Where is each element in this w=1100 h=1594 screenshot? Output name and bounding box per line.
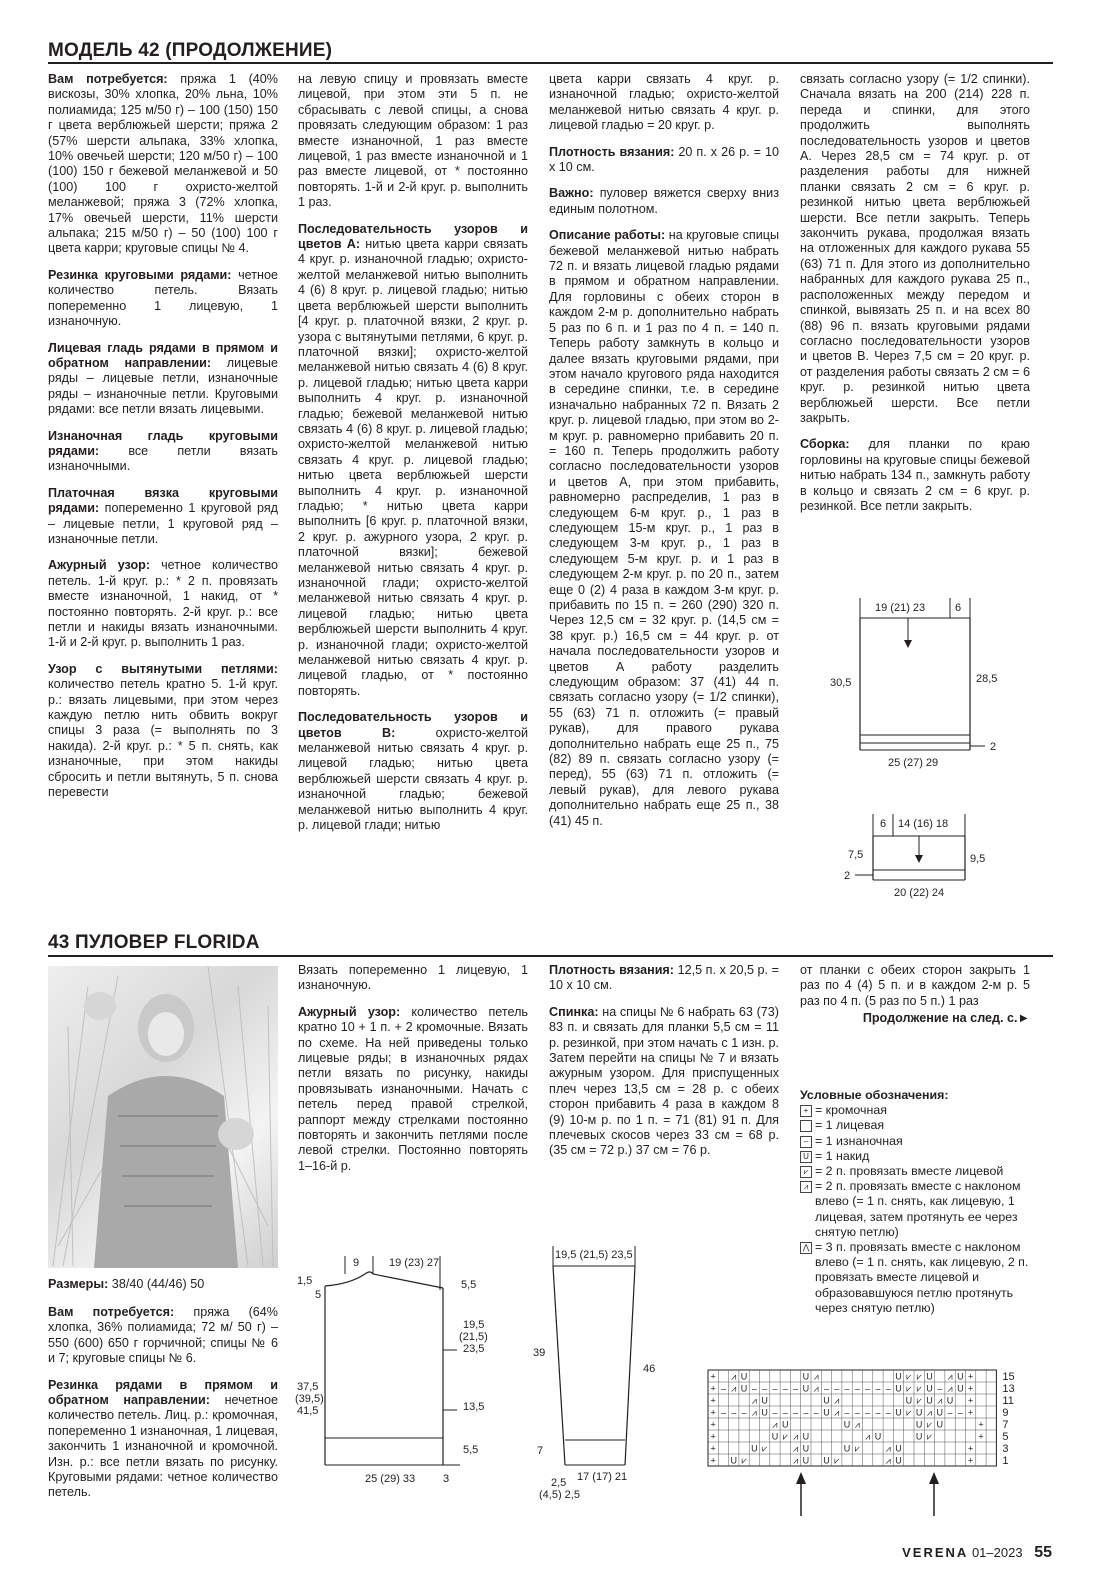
paragraph-lead: Узор с вытянутыми петлями: xyxy=(48,661,278,676)
model42-column-3 xyxy=(549,72,779,840)
page-number: 55 xyxy=(1034,1544,1052,1561)
paragraph-lead: Ажурный узор: xyxy=(298,1004,401,1019)
m43-back-right-4: 5,5 xyxy=(463,1444,479,1456)
paragraph xyxy=(48,662,278,801)
chart-symbol: U xyxy=(802,1383,810,1394)
model42-column-4 xyxy=(800,72,1030,525)
paragraph xyxy=(48,341,278,418)
paragraph-lead: Описание работы: xyxy=(549,228,666,243)
paragraph-lead: Сборка: xyxy=(800,437,850,452)
chart-symbol: – xyxy=(844,1383,850,1394)
paragraph-lead: Резинка рядами в прямом и обратном направлении: xyxy=(48,1377,278,1408)
model43-sleeve-diagram xyxy=(525,1240,685,1500)
chart-symbol: U xyxy=(740,1383,748,1394)
chart-symbol: + xyxy=(968,1443,974,1454)
chart-symbol: ⩘ xyxy=(865,1431,871,1442)
chart-row-number: 3 xyxy=(1002,1443,1009,1455)
chart-symbol: U xyxy=(895,1443,902,1454)
chart-symbol: – xyxy=(834,1383,840,1394)
chart-symbol: U xyxy=(915,1431,923,1442)
paragraph-text: четное количество петель. 1-й круг. р.: * 2 п. провязать вместе изнаночной, 1 накид, от * постоянно повторять. 2-й круг. р.: все петли и накиды вязать изнаночными. 1-й и 2-й круг. р. выполнить 1 раз. xyxy=(48,558,278,650)
m42-body-bottom: 25 (27) 29 xyxy=(888,757,939,769)
chart-symbol: ⩘ xyxy=(834,1407,840,1418)
chart-symbol: U xyxy=(761,1407,768,1418)
chart-symbol: U xyxy=(957,1371,964,1382)
legend-symbol-icon: ⩗ xyxy=(800,1166,812,1178)
model43-column-1 xyxy=(48,1305,278,1512)
chart-symbol: – xyxy=(772,1407,778,1418)
m43-back-left-2: 5 xyxy=(315,1289,322,1301)
chart-symbol: ⩗ xyxy=(906,1407,912,1418)
legend-text: = 3 п. провязать вместе с наклоном влево (= 1 п. снять, как лицевую, 2 п. провязать вместе лицевой и образовавшуюся петлю протянуть через снятую петлю) xyxy=(815,1240,1029,1315)
chart-symbol: U xyxy=(936,1407,943,1418)
paragraph-text: четное количество петель. Вязать попеременно 1 лицевую, 1 изнаночную. xyxy=(48,267,278,329)
chart-symbol: ⩘ xyxy=(885,1443,891,1454)
chart-symbol: – xyxy=(720,1407,726,1418)
chart-symbol: – xyxy=(937,1383,943,1394)
chart-symbol: ⩘ xyxy=(854,1419,860,1430)
model43-column-4 xyxy=(800,963,1030,1027)
model43-rule xyxy=(48,955,1053,957)
paragraph xyxy=(800,72,1030,426)
paragraph xyxy=(549,186,779,217)
m43-back-right-1: 5,5 xyxy=(461,1279,477,1291)
paragraph xyxy=(549,963,779,994)
legend-text: = 1 изнаночная xyxy=(815,1133,903,1148)
arrow-head-icon xyxy=(929,1472,939,1484)
chart-symbol: – xyxy=(823,1383,829,1394)
chart-row-number: 13 xyxy=(1002,1383,1015,1395)
chart-symbol: ⩘ xyxy=(772,1419,778,1430)
chart-symbol: ⩘ xyxy=(751,1395,757,1406)
chart-row-number: 9 xyxy=(1002,1407,1009,1419)
chart-symbol: – xyxy=(782,1407,788,1418)
chart-symbol: U xyxy=(740,1371,748,1382)
chart-symbol: U xyxy=(802,1431,810,1442)
paragraph-lead: Резинка круговыми рядами: xyxy=(48,267,232,282)
m43-back-right-3: 13,5 xyxy=(463,1401,485,1413)
m42-sleeve-bottom: 20 (22) 24 xyxy=(894,887,945,899)
paragraph-text: на круговые спицы бежевой меланжевой нитью набрать 72 п. и вязать лицевой гладью рядами в прямом и обратном направлении. Для горловины с обеих сторон в каждом 2-м р. дополнительно набрать 5 раз по 6 п. и 1 раз по 4 п. = 140 п. Теперь работу замкнуть в кольцо и далее вязать круговыми рядами, при этом начало кругового ряда находится в середине спинки, т.е. в середине изначально набранных 72 п. Вязать 2 круг. р. лицевой гладью, при этом во 2-м круг. р. равномерно прибавить 20 п. = 160 п. Теперь продолжить работу согласно последовательности узоров и цветов А, при этом прибавить, равномерно распределив, 1 раз в следующем 6-м круг. р., 1 раз в следующем 15-м круг. р., 1 раз в следующем 3-м круг. р., 1 раз в следующем 5-м круг. р. и 1 раз в следующем 2-м круг. р. по 20 п., затем еще 0 (2) 4 раза в каждом 3-м круг. р. прибавить по 15 п. = 260 (290) 320 п. Через 12,5 см = 32 круг. р. (14,5 см = 38 круг. р.) 16,5 см = 44 круг. р. от начала последовательности узоров и цветов А работу разделить следующим образом: 37 (41) 44 п. связать согласно узору (= 1/2 спинки), 55 (63) 71 п. отложить (= правый рукав), для правого рукава дополнительно набрать еще 25 п., 75 (82) 89 п. связать согласно узору (= перед), 55 (63) 71 п. отложить (= левый рукав), для левого рукава дополнительно набрать еще 25 п., 38 (41) 45 п. xyxy=(549,228,779,828)
chart-symbol: ⩘ xyxy=(793,1431,799,1442)
paragraph-text: Вязать попеременно 1 лицевую, 1 изнаночную. xyxy=(298,963,528,993)
paragraph-text: нечетное количество петель. Лиц. р.: кромочная, попеременно 1 изнаночная, 1 лицевая, закончить 1 изнаночной и кромочной. Изн. р.: все петли вязать по рисунку. Круговыми рядами: четное количество петель. xyxy=(48,1393,278,1500)
chart-symbol: ⩗ xyxy=(782,1431,788,1442)
model42-column-2 xyxy=(298,72,528,845)
m43-back-right-2b: (21,5) xyxy=(459,1331,488,1343)
legend-item xyxy=(800,1240,1030,1316)
legend-text: = кромочная xyxy=(815,1103,887,1118)
chart-symbol: + xyxy=(968,1407,974,1418)
chart-symbol: – xyxy=(731,1407,737,1418)
m43-sleeve-bottom-left: 2,5 xyxy=(551,1477,567,1489)
model42-body-diagram xyxy=(820,590,1030,780)
legend-item xyxy=(800,1179,1030,1240)
chart-symbol: ⩘ xyxy=(885,1455,891,1466)
m42-sleeve-top-right: 14 (16) 18 xyxy=(898,818,949,830)
chart-symbol: U xyxy=(782,1419,789,1430)
model43-column-2 xyxy=(298,963,528,1185)
paragraph-lead: Последовательность узоров и цветов А: xyxy=(298,221,528,252)
legend-text: = 1 лицевая xyxy=(815,1118,885,1133)
chart-symbol: – xyxy=(957,1407,963,1418)
chart-symbol: – xyxy=(865,1383,871,1394)
page-footer xyxy=(902,1544,1052,1562)
m42-sleeve-left: 7,5 xyxy=(848,849,864,861)
chart-symbol: + xyxy=(710,1431,716,1442)
paragraph-lead: Лицевая гладь рядами в прямом и обратном направлении: xyxy=(48,340,278,370)
chart-symbol: U xyxy=(946,1395,954,1406)
paragraph-text: нитью цвета карри связать 4 круг. р. изнаночной гладью; охристо-желтой меланжевой нитью выполнить 4 (6) 8 круг. р. лицевой гладью; нитью цвета верблюжьей шерсти выполнить [4 круг. р. платочной вязки, 2 круг. р. узора с вытянутыми петлями, 6 круг. р. платочной вязки]; охристо-желтой меланжевой нитью связать 4 (6) 8 круг. р. лицевой гладью; нитью цвета карри выполнить 4 круг. р. изнаночной гладью; бежевой меланжевой нитью связать 4 (6) 8 круг. р. лицевой гладью; охристо-желтой меланжевой нитью связать 4 круг. р. лицевой гладью; нитью цвета верблюжьей шерсти выполнить 4 круг. р. изнаночной гладью; * нитью цвета карри выполнить [6 круг. р. платочной вязки, 2 круг. р. ажурного узора, 2 круг. р. платочной вязки]; бежевой меланжевой нитью связать 4 круг. р. изнаночной глади; охристо-желтой меланжевой нитью связать 4 круг. р. лицевой гладью; нитью цвета верблюжьей шерсти выполнить 4 круг. р. изнаночной глади; охристо-желтой меланжевой нитью связать 4 круг. р. лицевой гладью, от * постоянно повторять. xyxy=(298,237,528,698)
legend-title: Условные обозначения: xyxy=(800,1088,949,1102)
paragraph xyxy=(48,1305,278,1367)
chart-symbol: ⩘ xyxy=(793,1443,799,1454)
paragraph-text: цвета карри связать 4 круг. р. изнаночной гладью; охристо-желтой меланжевой нитью связать 4 круг. р. лицевой гладью = 20 круг. р. xyxy=(549,72,779,133)
paragraph-text: на левую спицу и провязать вместе лицевой, при этом эти 5 п. не сбрасывать с левой спицы, а снова провязать следующим образом: 1 раз вместе изнаночной, 1 раз вместе лицевой, 1 раз вместе изнаночной и 1 раз вместе лицевой, от * постоянно повторять. 1-й и 2-й круг. р. выполнить 1 раз. xyxy=(298,72,528,210)
m43-sleeve-right: 46 xyxy=(643,1363,656,1375)
m42-body-right: 28,5 xyxy=(976,673,998,685)
chart-symbol: U xyxy=(761,1395,768,1406)
chart-symbol: + xyxy=(968,1383,974,1394)
m42-sleeve-right: 9,5 xyxy=(970,853,986,865)
chart-symbol: U xyxy=(926,1371,933,1382)
chart-symbol: U xyxy=(926,1383,933,1394)
chart-symbol: – xyxy=(762,1383,768,1394)
chart-symbol: U xyxy=(874,1431,882,1442)
chart-symbol: – xyxy=(885,1407,891,1418)
chart-symbol: U xyxy=(905,1395,913,1406)
legend-text: = 2 п. провязать вместе лицевой xyxy=(815,1164,1004,1179)
chart-symbol: + xyxy=(978,1419,984,1430)
m43-back-top-b: 19 (23) 27 xyxy=(389,1257,440,1269)
chart-symbol: ⩘ xyxy=(813,1371,819,1382)
chart-symbol: U xyxy=(915,1419,923,1430)
m43-back-bottom: 25 (29) 33 xyxy=(365,1473,416,1485)
chart-symbol: ⩗ xyxy=(834,1455,840,1466)
paragraph xyxy=(48,558,278,650)
paragraph-lead: Платочная вязка круговыми рядами: xyxy=(48,485,278,516)
paragraph xyxy=(549,228,779,829)
chart-symbol: U xyxy=(957,1383,964,1394)
paragraph xyxy=(298,1005,528,1174)
chart-symbol: U xyxy=(802,1455,810,1466)
chart-symbol: U xyxy=(730,1455,737,1466)
model42-column-1 xyxy=(48,72,278,811)
paragraph-text: для планки по краю горловины на круговые спицы бежевой нитью набрать 134 п., замкнуть работу в кольцо и связать 2 см = 6 круг. р. резинкой. Все петли закрыть. xyxy=(800,437,1030,513)
chart-symbol: + xyxy=(968,1371,974,1382)
chart-symbol: ⩘ xyxy=(926,1407,932,1418)
chart-row-number: 15 xyxy=(1002,1371,1015,1383)
paragraph-text: 38/40 (44/46) 50 xyxy=(108,1277,205,1291)
chart-symbol: – xyxy=(875,1407,881,1418)
chart-symbol: + xyxy=(710,1371,716,1382)
paragraph-text: количество петель кратно 5. 1-й круг. р.: вязать лицевыми, при этом через каждую петлю нить обвить вокруг спицы 3 раза (= выполнять по 3 накида). 2-й круг. р.: * 5 п. снять, как изнаночные, при этом накиды сбросить и петли вытянуть, 5 п. снова перевести xyxy=(48,677,278,800)
chart-symbol: ⩘ xyxy=(793,1455,799,1466)
paragraph xyxy=(298,222,528,700)
legend-item xyxy=(800,1118,1030,1133)
chart-symbol: U xyxy=(751,1443,758,1454)
legend-symbol-icon: + xyxy=(800,1105,812,1117)
paragraph-text: лицевые ряды – лицевые петли, изнаночные ряды – изнаночные петли. Круговыми рядами: все петли вязать лицевыми. xyxy=(48,355,278,417)
paragraph-lead: Спинка: xyxy=(549,1004,599,1019)
paragraph-text: пуловер вяжется сверху вниз единым полотном. xyxy=(549,186,779,216)
chart-symbol: – xyxy=(803,1407,809,1418)
m43-back-right-2c: 23,5 xyxy=(463,1343,485,1355)
chart-symbol: ⩘ xyxy=(834,1395,840,1406)
arrow-head-icon xyxy=(796,1472,806,1484)
m42-body-left: 30,5 xyxy=(830,677,852,689)
chart-row-number: 5 xyxy=(1002,1431,1009,1443)
m43-back-left-1: 1,5 xyxy=(297,1275,313,1287)
chart-symbol: – xyxy=(875,1383,881,1394)
chart-row-number: 7 xyxy=(1002,1419,1009,1431)
chart-symbol: ⩗ xyxy=(926,1419,932,1430)
chart-symbol: – xyxy=(854,1383,860,1394)
legend-item xyxy=(800,1103,1030,1118)
paragraph-text: связать согласно узору (= 1/2 спинки). Сначала вязать на 200 (214) 228 п. переда и спинки, для этого продолжить выполнять последовательность узоров и цветов А. Через 28,5 см = 74 круг. р. от разделения работы для нижней планки связать 2 см = 6 круг. р. резинкой нитью цвета верблюжьей шерсти. Все петли закрыть. Теперь закончить рукава, продолжая вязать на отложенных для каждого рукава 55 (63) 71 п. Для этого из дополнительно набранных для каждого рукава 25 п., расположенных между передом и спинкой, вывязать 25 п. и на всех 80 (88) 96 п. вязать круговыми рядами согласно последовательности узоров и цветов В. Через 7,5 см = 20 круг. р. от разделения работы связать 2 см = 6 круг. р. резинкой нитью цвета верблюжьей шерсти. Все петли закрыть. xyxy=(800,72,1030,425)
chart-symbol: ⩗ xyxy=(906,1371,912,1382)
chart-symbol: – xyxy=(885,1383,891,1394)
paragraph-lead: Вам потребуется: xyxy=(48,72,168,86)
model43-legend xyxy=(800,1088,1030,1316)
chart-symbol: + xyxy=(710,1383,716,1394)
paragraph-text: 12,5 п. х 20,5 р. = 10 х 10 см. xyxy=(549,963,779,993)
m42-sleeve-band: 2 xyxy=(844,870,851,882)
model42-sleeve-diagram xyxy=(820,808,1030,908)
chart-symbol: ⩘ xyxy=(813,1383,819,1394)
chart-symbol: U xyxy=(895,1371,902,1382)
model43-column-3 xyxy=(549,963,779,1170)
chart-symbol: U xyxy=(843,1443,851,1454)
chart-symbol: – xyxy=(947,1407,953,1418)
chart-symbol: + xyxy=(710,1395,716,1406)
m43-back-left-3c: 41,5 xyxy=(297,1405,319,1417)
chart-symbol: U xyxy=(926,1395,933,1406)
paragraph-text: попеременно 1 круговой ряд – лицевые петли, 1 круговой ряд – изнаночные петли. xyxy=(48,501,278,546)
chart-symbol: + xyxy=(710,1443,716,1454)
chart-symbol: ⩘ xyxy=(731,1371,737,1382)
legend-list xyxy=(800,1103,1030,1316)
model43-sizes xyxy=(48,1277,278,1303)
legend-item xyxy=(800,1149,1030,1164)
chart-symbol: ⩘ xyxy=(947,1383,953,1394)
knitting-chart xyxy=(706,1368,1036,1528)
chart-symbol: U xyxy=(802,1443,810,1454)
model42-title: МОДЕЛЬ 42 (ПРОДОЛЖЕНИЕ) xyxy=(48,40,333,61)
chart-symbol: – xyxy=(854,1407,860,1418)
chart-symbol: – xyxy=(772,1383,778,1394)
m42-sleeve-top-left: 6 xyxy=(880,818,887,830)
m43-back-top-a: 9 xyxy=(353,1257,360,1269)
paragraph-text: пряжа (64% хлопка, 36% полиамида; 72 м/ 50 г) – 550 (600) 650 г горчичной; спицы № 6 и 7; круговые спицы № 6. xyxy=(48,1305,279,1366)
chart-symbol: ⩗ xyxy=(916,1395,922,1406)
chart-symbol: + xyxy=(968,1395,974,1406)
legend-symbol-icon: U xyxy=(800,1151,812,1163)
chart-symbol: – xyxy=(793,1407,799,1418)
model43-back-diagram xyxy=(295,1250,495,1490)
chart-symbol: + xyxy=(710,1407,716,1418)
paragraph xyxy=(48,1277,278,1292)
m43-sleeve-left: 39 xyxy=(533,1347,546,1359)
paragraph-lead: Ажурный узор: xyxy=(48,558,151,573)
paragraph xyxy=(549,72,779,134)
paragraph xyxy=(48,429,278,475)
paragraph-lead: Важно: xyxy=(549,186,594,201)
chart-symbol: – xyxy=(720,1383,726,1394)
chart-symbol: U xyxy=(843,1419,851,1430)
model-photo xyxy=(48,966,278,1268)
chart-row-number: 1 xyxy=(1002,1455,1009,1467)
paragraph-lead: Вам потребуется: xyxy=(48,1305,175,1319)
paragraph xyxy=(800,437,1030,514)
paragraph-lead: Плотность вязания: xyxy=(549,963,674,977)
paragraph-lead: Размеры: xyxy=(48,1277,109,1291)
chart-symbol: ⩗ xyxy=(741,1455,747,1466)
chart-symbol: – xyxy=(813,1407,819,1418)
m43-back-right-2: 19,5 xyxy=(463,1319,485,1331)
chart-symbol: – xyxy=(782,1383,788,1394)
chart-symbol: – xyxy=(793,1383,799,1394)
paragraph xyxy=(298,72,528,211)
chart-symbol: + xyxy=(710,1419,716,1430)
chart-symbol: ⩘ xyxy=(937,1395,943,1406)
chart-symbol: ⩗ xyxy=(926,1431,932,1442)
paragraph xyxy=(298,963,528,994)
legend-text: = 2 п. провязать вместе с наклоном влево (= 1 п. снять, как лицевую, 1 лицевая, затем протянуть ее через снятую петлю) xyxy=(815,1179,1021,1239)
chart-symbol: U xyxy=(895,1383,902,1394)
paragraph-text: все петли вязать изнаночными. xyxy=(48,443,278,474)
paragraph xyxy=(48,72,278,257)
paragraph-text: 20 п. х 26 р. = 10 х 10 см. xyxy=(549,144,779,175)
issue-number: 01–2023 xyxy=(971,1545,1023,1560)
chart-symbol: U xyxy=(915,1407,923,1418)
chart-symbol: U xyxy=(802,1371,810,1382)
m42-body-top-left: 19 (21) 23 xyxy=(875,602,926,614)
paragraph xyxy=(48,268,278,330)
chart-symbol: U xyxy=(936,1419,943,1430)
chart-symbol: – xyxy=(751,1383,757,1394)
paragraph xyxy=(298,710,528,833)
paragraph-text: охристо-желтой меланжевой нитью связать 4 круг. р. лицевой гладью; нитью цвета верблюжьей шерсти связать 4 круг. р. изнаночной гладью; бежевой меланжевой нитью выполнить 4 круг. р. лицевой глади; нитью xyxy=(298,725,528,833)
m42-body-band: 2 xyxy=(990,741,997,753)
paragraph-lead: Последовательность узоров и цветов В: xyxy=(298,710,528,740)
continued-note: Продолжение на след. с.► xyxy=(862,1011,1030,1026)
m43-back-bottom-right: 3 xyxy=(443,1473,450,1485)
legend-text: = 1 накид xyxy=(815,1148,870,1163)
chart-symbol: U xyxy=(895,1455,902,1466)
legend-item xyxy=(800,1164,1030,1179)
chart-symbol: U xyxy=(823,1407,830,1418)
chart-symbol: + xyxy=(710,1455,716,1466)
chart-symbol: U xyxy=(823,1395,830,1406)
paragraph xyxy=(549,1005,779,1159)
chart-symbol: ⩘ xyxy=(947,1371,953,1382)
chart-symbol: – xyxy=(844,1407,850,1418)
chart-symbol: ⩘ xyxy=(731,1383,737,1394)
magazine-brand: VERENA xyxy=(902,1545,969,1560)
m43-sleeve-bottom: 17 (17) 21 xyxy=(577,1471,628,1483)
m43-back-left-3: 37,5 xyxy=(297,1381,319,1393)
model42-rule xyxy=(48,62,1053,64)
legend-symbol-icon xyxy=(800,1120,812,1132)
chart-symbol: ⩗ xyxy=(906,1383,912,1394)
paragraph-text: пряжа 1 (40% вискозы, 30% хлопка, 20% льна, 10% полиамида; 125 м/50 г) – 100 (150) 150 г цвета верблюжьей шерсти; пряжа 2 (57% шерсти альпака, 33% хлопка, 10% овечьей шерсти; 120 м/50 г) – 100 (100) 150 г бежевой меланжевой и 50 (100) 100 г охристо-желтой меланжевой; пряжа 3 (72% хлопка, 17% овечьей шерсти, 11% шерсти альпака; 215 м/50 г) – 50 (100) 100 г цвета карри; круговые спицы № 4. xyxy=(48,72,278,256)
m43-sleeve-band: 7 xyxy=(537,1445,544,1457)
chart-symbol: U xyxy=(771,1431,779,1442)
m43-sleeve-bottom-left-b: (4,5) 2,5 xyxy=(539,1489,580,1500)
chart-symbol: ⩗ xyxy=(854,1443,860,1454)
chart-symbol: U xyxy=(823,1455,830,1466)
chart-row-number: 11 xyxy=(1002,1395,1014,1407)
paragraph-lead: Плотность вязания: xyxy=(549,144,675,159)
legend-item xyxy=(800,1134,1030,1149)
m43-back-left-3b: (39,5) xyxy=(295,1393,324,1405)
m43-sleeve-top: 19,5 (21,5) 23,5 xyxy=(555,1249,633,1261)
legend-symbol-icon: ⩘ xyxy=(800,1181,812,1193)
chart-symbol: U xyxy=(895,1407,902,1418)
m42-body-top-right: 6 xyxy=(955,602,962,614)
paragraph xyxy=(549,145,779,176)
chart-symbol: + xyxy=(968,1455,974,1466)
chart-symbol: – xyxy=(865,1407,871,1418)
chart-symbol: ⩗ xyxy=(916,1371,922,1382)
chart-symbol: ⩗ xyxy=(762,1443,768,1454)
paragraph xyxy=(48,1378,278,1501)
paragraph xyxy=(48,486,278,548)
paragraph-lead: Изнаночная гладь круговыми рядами: xyxy=(48,428,278,458)
chart-symbol: – xyxy=(741,1407,747,1418)
chart-symbol: + xyxy=(978,1431,984,1442)
legend-symbol-icon: ⋀ xyxy=(800,1242,812,1254)
model43-title: 43 ПУЛОВЕР FLORIDA xyxy=(48,932,260,953)
paragraph-text: количество петель кратно 10 + 1 п. + 2 кромочные. Вязать по схеме. На ней приведены только лицевые ряды; в изнаночных рядах петли вязать по рисунку, накиды провязывать изнаночными. Начать с петель перед правой стрелкой, раппорт между стрелками постоянно повторять и закончить петлями после левой стрелки. Постоянно повторять 1–16-й р. xyxy=(298,1004,528,1173)
chart-symbol: ⩗ xyxy=(916,1383,922,1394)
legend-symbol-icon: – xyxy=(800,1136,812,1148)
chart-symbol: ⩘ xyxy=(751,1407,757,1418)
paragraph-text: на спицы № 6 набрать 63 (73) 83 п. и связать для планки 5,5 см = 11 р. резинкой, при этом начать с 1 изн. р. Затем перейти на спицы № 7 и вязать ажурным узором. Для приспущенных плеч через 13,5 см = 28 р. с обеих сторон прибавить 4 раза в каждом 8 (9) 10-м р. по 1 п. = 71 (81) 91 п. Для плечевых скосов через 33 см = 68 р. (35 см = 72 р.) 37 см = 76 р. xyxy=(549,1004,779,1158)
m43-c4-text: от планки с обеих сторон закрыть 1 раз по 4 (4) 5 п. и в каждом 2-м р. 5 раз по 4 п. (5 раз по 5 п.) 1 раз xyxy=(800,963,1030,1008)
